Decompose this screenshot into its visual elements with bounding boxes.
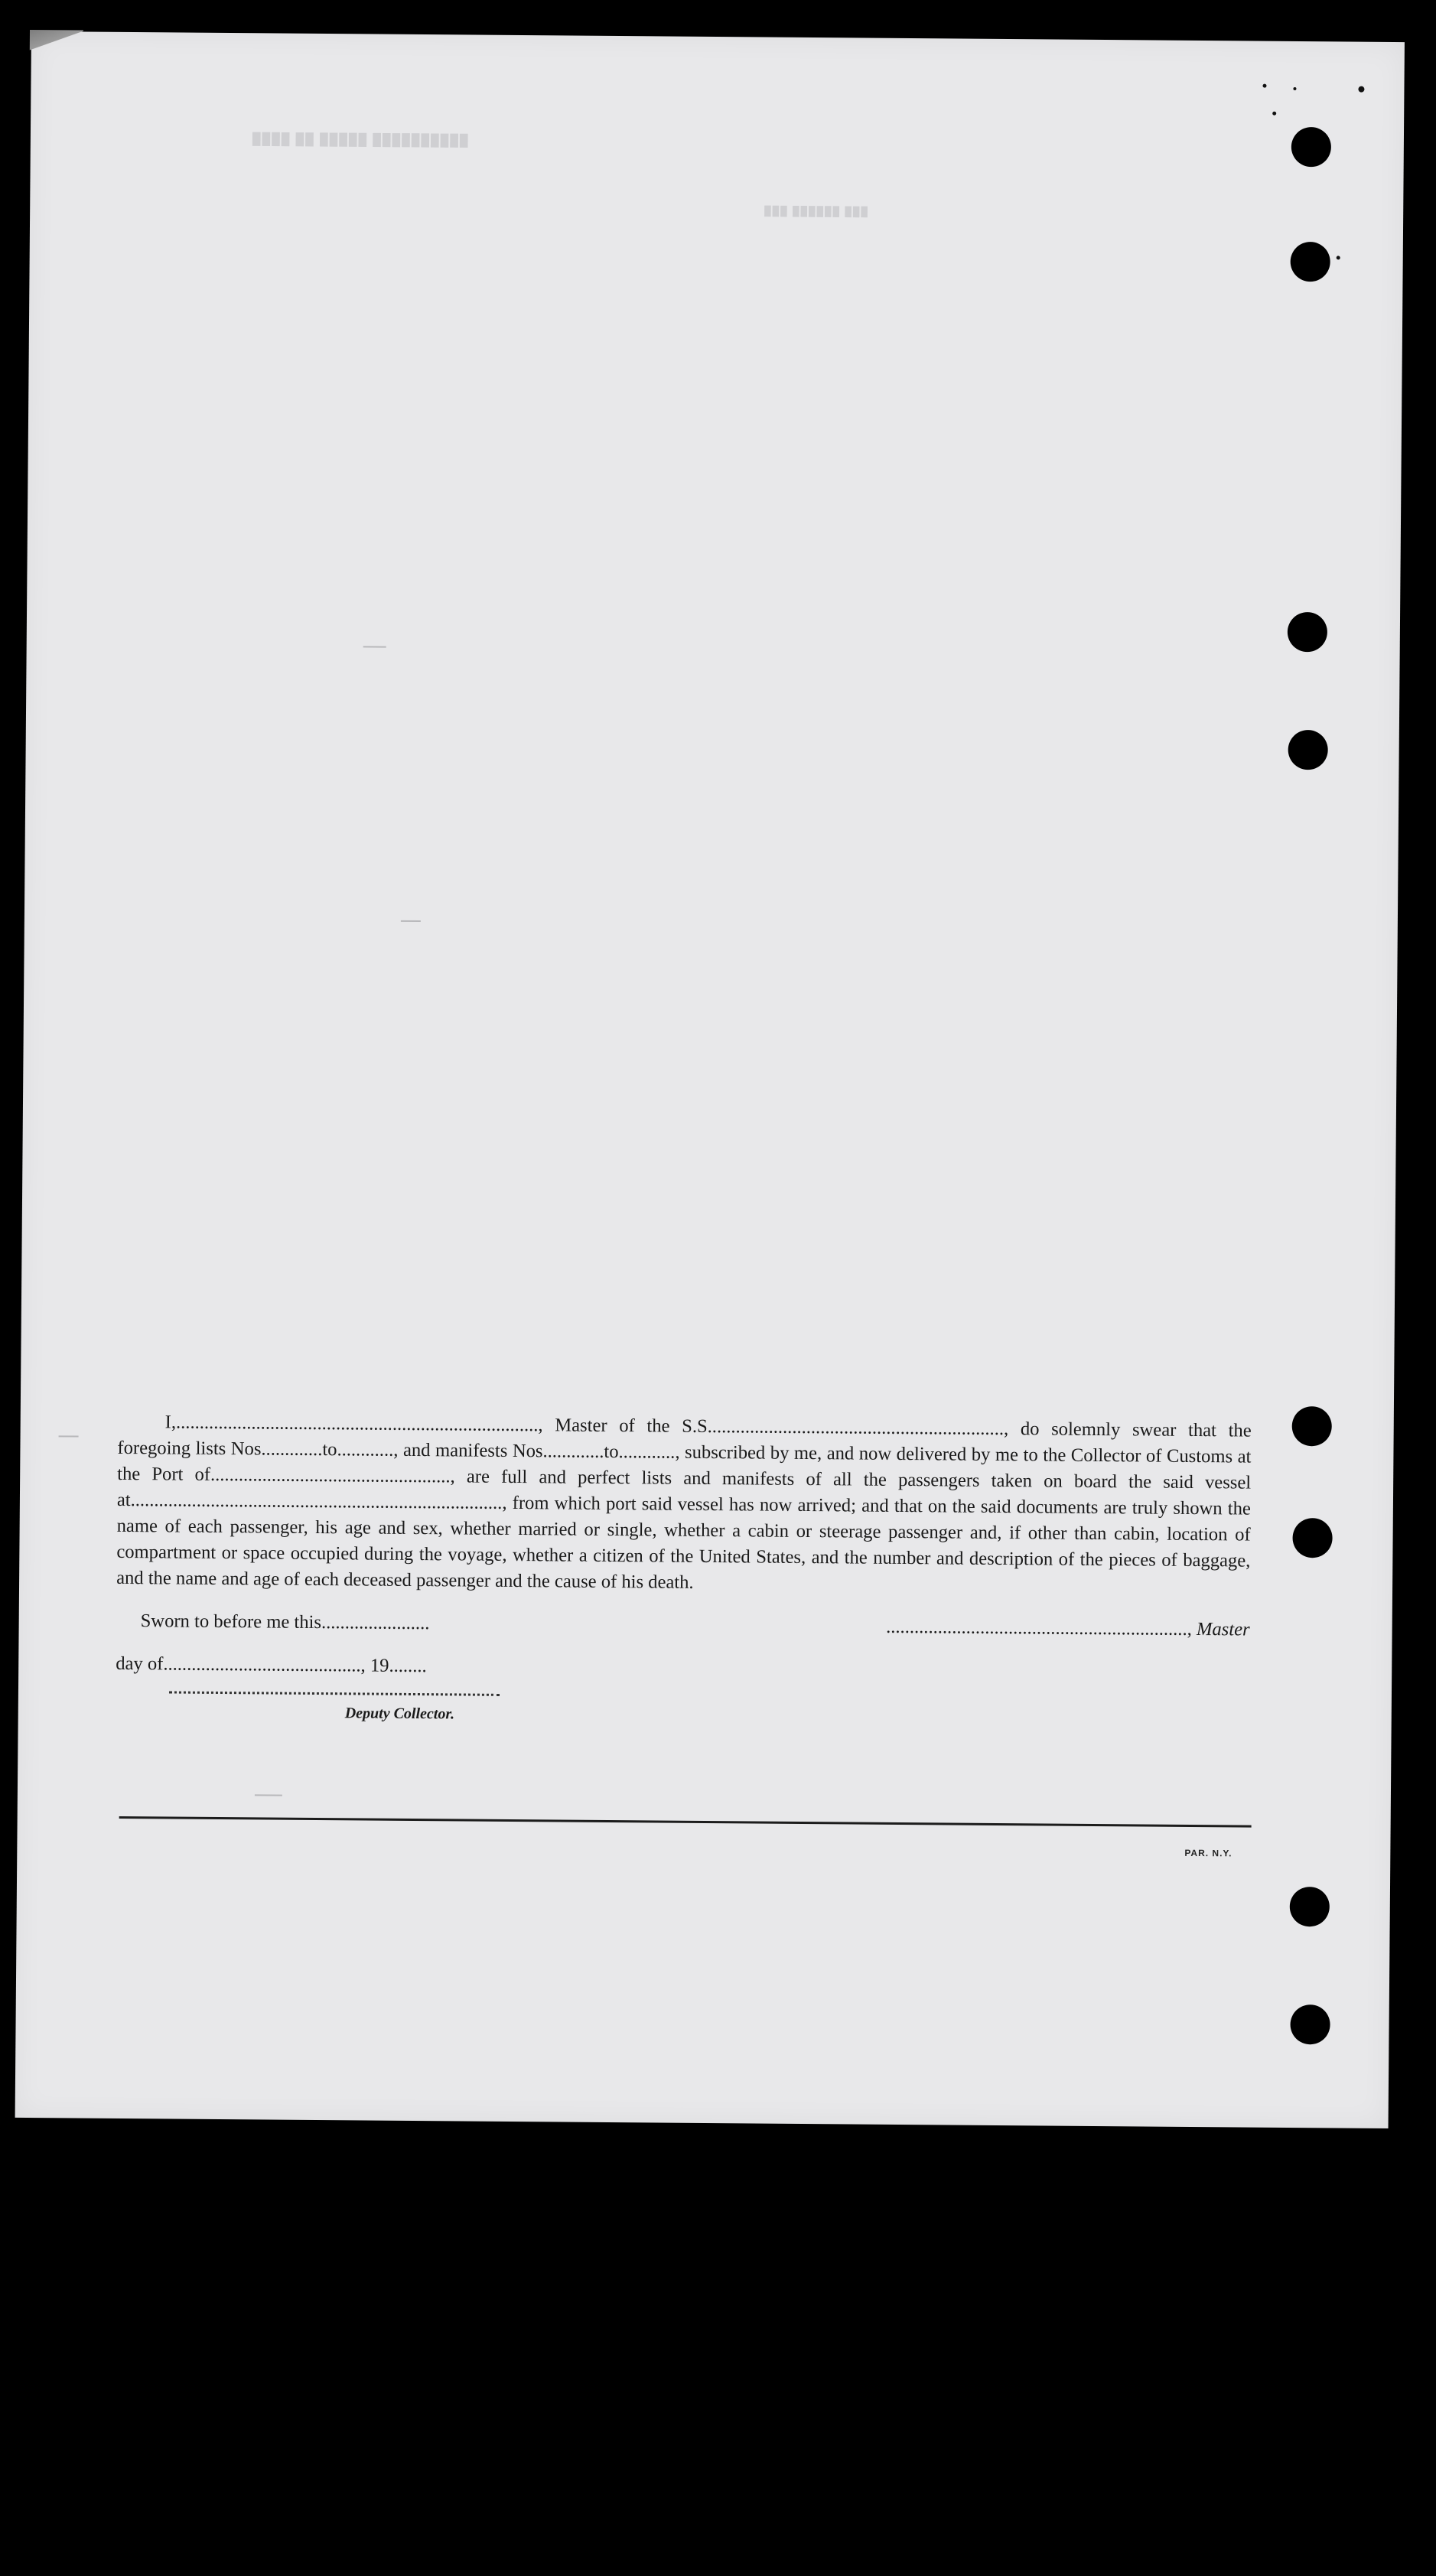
binder-hole — [1292, 1518, 1332, 1558]
stray-mark — [59, 1435, 79, 1437]
master-label: Master — [1196, 1619, 1250, 1640]
printer-mark: PAR. N.Y. — [1184, 1847, 1232, 1859]
deputy-signature-area — [116, 1695, 1249, 1723]
sworn-row — [116, 1608, 1250, 1643]
bleed-through-heading: ████ ██ █████ ██████████ — [252, 132, 470, 148]
day-date-line: day of.........................................., 19........ — [116, 1653, 427, 1677]
ink-speck — [1358, 86, 1364, 93]
stray-mark — [255, 1794, 282, 1796]
binder-hole — [1290, 1887, 1330, 1926]
oath-paragraph: I,............................................................................., Master of the S.S..............................................................., do solemnly swear that the foregoing lists Nos.............to............, and manifests Nos.............to............, subscribed by me, and now delivered by me to the Collector of Customs at the Port of..................................................., are full and perfect lists and manifests of all the passengers taken on board the said vessel at..............................................................................., from which port said vessel has now arrived; and that on the said documents are truly shown the name of each passenger, his age and sex, whether married or single, whether a cabin or steerage passenger and, if other than cabin, location of compartment or space occupied during the voyage, whether a citizen of the United States, and the number and description of the pieces of baggage, and the name and age of each deceased passenger and the cause of his death. — [116, 1412, 1252, 1593]
master-oath-block — [116, 1409, 1252, 1723]
master-signature-dots: ................................................................ — [886, 1616, 1187, 1640]
binder-hole — [1288, 612, 1327, 652]
binder-hole — [1290, 242, 1330, 282]
deputy-signature-dots — [169, 1691, 500, 1695]
binder-hole — [1292, 1406, 1332, 1446]
folded-corner — [30, 30, 83, 61]
stray-mark — [401, 920, 421, 922]
ink-speck — [1272, 112, 1276, 116]
binder-hole — [1291, 127, 1331, 167]
sworn-before-text: Sworn to before me this....................... — [140, 1610, 430, 1634]
ink-speck — [1293, 87, 1296, 90]
deputy-collector-label: Deputy Collector. — [344, 1705, 455, 1723]
stray-mark — [363, 646, 386, 647]
binder-hole — [1290, 2004, 1330, 2044]
bleed-through-line: ███ ██████ ███ — [764, 205, 869, 217]
ink-speck — [1337, 256, 1340, 259]
binder-hole — [1288, 730, 1327, 770]
ink-speck — [1262, 84, 1266, 88]
horizontal-rule — [119, 1816, 1252, 1828]
manifest-page — [15, 31, 1405, 2128]
master-signature-line: ................................................................, Master — [886, 1616, 1250, 1640]
